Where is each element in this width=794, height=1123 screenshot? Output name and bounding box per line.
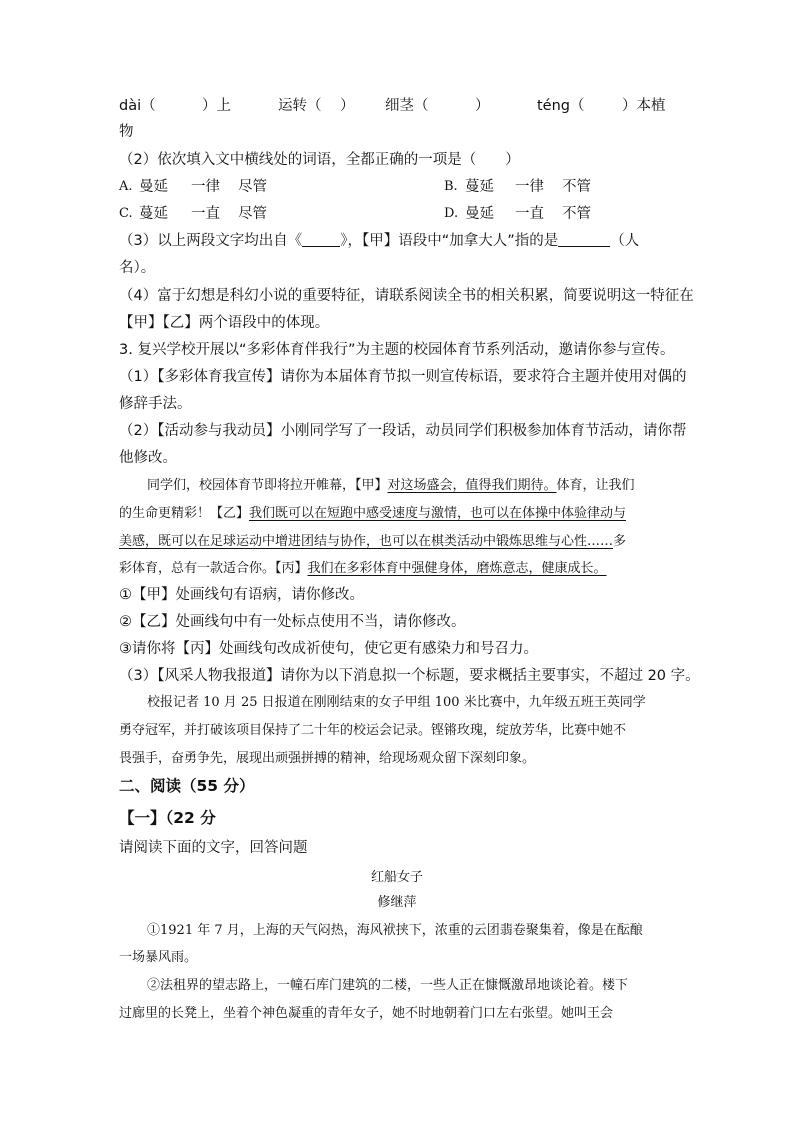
article-para-2-line-1: ②法租界的望志路上，一幢石库门建筑的二楼，一些人正在慷慨激昂地谈论着。楼下 — [147, 978, 629, 993]
reading-instruction: 请阅读下面的文字，回答问题 — [119, 840, 308, 856]
news-line-2: 勇夺冠军，并打破该项目保持了二十年的校运会记录。铿锵玫瑰，绽放芳华，比赛中她不 — [119, 723, 627, 738]
passage-line-3 — [119, 532, 626, 552]
pinyin-item-2: 运转（ — [278, 98, 322, 114]
subtask-1-line-1: （1）【多彩体育我宣传】请你为本届体育节拟一则宣传标语，要求符合主题并使用对偶的 — [119, 369, 687, 385]
passage-line-1 — [147, 476, 635, 496]
person-name-blank[interactable] — [558, 232, 610, 247]
subquestion-1: ①【甲】处画线句有语病，请你修改。 — [119, 587, 364, 603]
subtask-2-line-1: （2）【活动参与我动员】小刚同学写了一段话，动员同学们积极参加体育节活动，请你帮 — [119, 423, 687, 439]
passage-line-1-text: 同学们，校园体育节即将拉开帷幕，【甲】 — [147, 478, 388, 493]
option-b-letter: B. — [444, 179, 458, 194]
passage-line-4-text: 彩体育，总有一款适合你。【丙】 — [119, 561, 308, 576]
option-a-letter: A. — [119, 179, 133, 194]
question-4-line-1: （4）富于幻想是科幻小说的重要特征，请联系阅读全书的相关积累，简要说明这一特征在 — [119, 288, 694, 304]
option-b-word-2: 一律 — [515, 179, 544, 195]
question-4-line-2: 【甲】【乙】两个语段中的体现。 — [119, 315, 330, 331]
option-d-word-2: 一直 — [515, 206, 544, 222]
option-d-letter: D. — [444, 206, 459, 221]
option-c-letter: C. — [119, 206, 133, 221]
option-a-word-1: 曼延 — [139, 179, 168, 195]
article-author: 修继萍 — [377, 895, 417, 910]
question-3-line-2: 名）。 — [119, 260, 156, 276]
subtask-3: （3）【风采人物我报道】请你为以下消息拟一个标题，要求概括主要事实，不超过 20 字。 — [119, 668, 700, 684]
question-3 — [119, 231, 639, 251]
task-3-intro: 3. 复兴学校开展以“多彩体育伴我行”为主题的校园体育节系列活动，邀请你参与宣传。 — [119, 342, 675, 358]
article-para-2-line-2: 过廊里的长凳上，坐着个神色凝重的青年女子，她不时地朝着门口左右张望。她叫王会 — [119, 1006, 614, 1021]
question-2-stem: （2）依次填入文中横线处的词语，全都正确的一项是（ ） — [119, 152, 520, 168]
passage-line-2 — [119, 504, 626, 524]
passage-line-1-tail: 体育，让我们 — [556, 478, 635, 493]
news-line-3: 畏强手，奋勇争先，展现出顽强拼搏的精神，给现场观众留下深刻印象。 — [119, 751, 536, 766]
subtask-2-line-2: 他修改。 — [119, 450, 177, 466]
option-c-word-2: 一直 — [191, 206, 220, 222]
pinyin-item-3-end: ） — [475, 98, 490, 114]
option-a-word-3: 尽管 — [238, 179, 267, 195]
underlined-sentence-bing: 我们在多彩体育中强健身体，磨炼意志，健康成长。 — [307, 561, 607, 576]
underlined-sentence-yi-part-2: 美感，既可以在足球运动中增进团结与协作，也可以在棋类活动中锻炼思维与心性…… — [119, 534, 614, 549]
subtask-1-line-2: 修辞手法。 — [119, 396, 192, 412]
pinyin-item-3: 细茎（ — [385, 98, 429, 114]
article-para-1-line-2: 一场暴风雨。 — [119, 950, 198, 965]
pinyin-item-4: téng（ — [537, 98, 585, 114]
book-title-blank[interactable] — [302, 232, 340, 247]
pinyin-item-1-end: ）上 — [202, 98, 231, 114]
passage-line-3-tail: 多 — [613, 534, 627, 549]
passage-line-4 — [119, 559, 607, 579]
news-line-1: 校报记者 10 月 25 日报道在刚刚结束的女子甲组 100 米比赛中，九年级五班王英同学 — [147, 695, 646, 710]
pinyin-item-1: dài（ — [119, 98, 156, 114]
section-heading-reading: 二、阅读（55 分） — [119, 777, 255, 795]
subquestion-3: ③请你将【丙】处画线句改成祈使句，使它更有感染力和号召力。 — [119, 641, 538, 657]
article-para-1-line-1: ①1921 年 7 月，上海的天气闷热，海风袱挟下，浓重的云团翡卷聚集着，像是在酝酿 — [147, 923, 643, 938]
underlined-sentence-jia: 对这场盛会，值得我们期待。 — [387, 478, 557, 493]
option-d-word-3: 不管 — [562, 206, 591, 222]
subquestion-2: ②【乙】处画线句中有一处标点使用不当，请你修改。 — [119, 614, 466, 630]
option-c-word-1: 蔓延 — [139, 206, 168, 222]
option-b-word-3: 不管 — [562, 179, 591, 195]
part-heading-1: 【一】（22 分 — [119, 809, 216, 827]
question-3-part-3: （人 — [610, 233, 640, 249]
option-c-word-3: 尽管 — [238, 206, 267, 222]
option-a-word-2: 一律 — [191, 179, 220, 195]
article-title: 红船女子 — [370, 870, 423, 885]
question-3-part-2: 》，【甲】语段中“加拿大人”指的是 — [340, 233, 559, 249]
question-3-part-1: （3）以上两段文字均出自《 — [119, 233, 303, 249]
option-b-word-1: 蔓延 — [465, 179, 494, 195]
pinyin-item-4-end: ）本植 — [622, 98, 666, 114]
pinyin-wrap: 物 — [119, 124, 134, 140]
passage-line-2-text: 的生命更精彩！【乙】 — [119, 506, 250, 521]
option-d-word-1: 曼延 — [465, 206, 494, 222]
pinyin-item-2-end: ） — [340, 98, 355, 114]
underlined-sentence-yi-part-1: 我们既可以在短跑中感受速度与激情，也可以在体操中体验律动与 — [249, 506, 627, 521]
